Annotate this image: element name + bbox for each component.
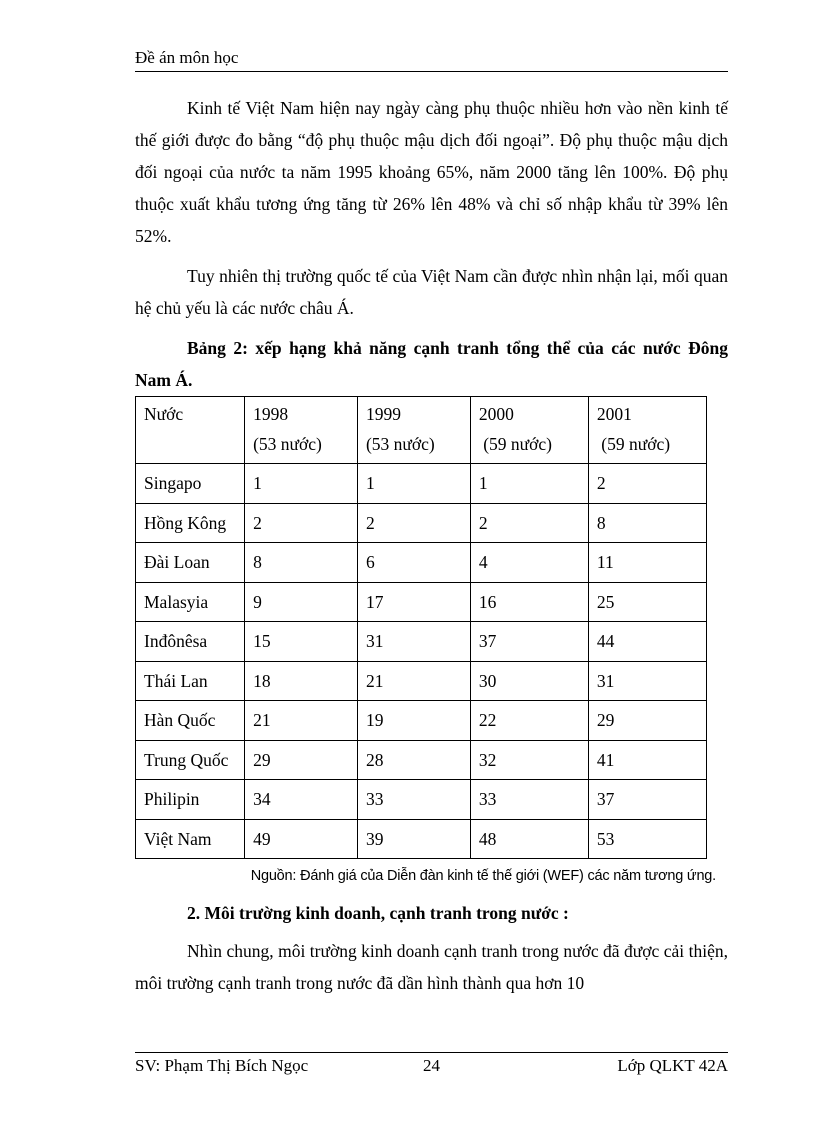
header-cell-2000: 2000 (59 nước) [470, 397, 588, 464]
rank-cell: 8 [588, 503, 706, 543]
paragraph-dependency: Kinh tế Việt Nam hiện nay ngày càng phụ thuộc nhiều hơn vào nền kinh tế thế giới được đo bằng “độ phụ thuộc mậu dịch đối ngoại”. Độ phụ thuộc mậu dịch đối ngoại của nước ta năm 1995 khoảng 65%, năm 2000 tăng lên 100%. Độ phụ thuộc xuất khẩu tương ứng tăng từ 26% lên 48% và chỉ số nhập khẩu từ 39% lên 52%. [135, 98, 728, 246]
rank-cell: 31 [588, 661, 706, 701]
page-footer [135, 1052, 728, 1075]
rank-cell: 18 [245, 661, 358, 701]
table-row [136, 780, 707, 820]
rank-cell: 2 [357, 503, 470, 543]
paragraph-market: Tuy nhiên thị trường quốc tế của Việt Nam cần được nhìn nhận lại, mối quan hệ chủ yếu là các nước châu Á. [135, 266, 728, 318]
header-cell-1999: 1999 (53 nước) [357, 397, 470, 464]
table-row [136, 543, 707, 583]
document-body [135, 92, 728, 1007]
rank-cell: 22 [470, 701, 588, 741]
footer-student: SV: Phạm Thị Bích Ngọc [135, 1056, 309, 1075]
country-cell: Inđônêsa [136, 622, 245, 662]
rank-cell: 2 [588, 464, 706, 504]
footer-page-number: 24 [423, 1056, 440, 1075]
rank-cell: 4 [470, 543, 588, 583]
rank-cell: 37 [470, 622, 588, 662]
rank-cell: 11 [588, 543, 706, 583]
header-cell-1998: 1998 (53 nước) [245, 397, 358, 464]
rank-cell: 29 [588, 701, 706, 741]
rank-cell: 15 [245, 622, 358, 662]
rank-cell: 29 [245, 740, 358, 780]
table-caption: Bảng 2: xếp hạng khả năng cạnh tranh tổng thể của các nước Đông Nam Á. [135, 338, 728, 390]
header-cell-country: Nước [136, 397, 245, 464]
rank-cell: 28 [357, 740, 470, 780]
page-header [135, 48, 728, 72]
table-row [136, 819, 707, 859]
rank-cell: 1 [470, 464, 588, 504]
rank-cell: 39 [357, 819, 470, 859]
table-row [136, 582, 707, 622]
rank-cell: 34 [245, 780, 358, 820]
table-row [136, 740, 707, 780]
rank-cell: 17 [357, 582, 470, 622]
rank-cell: 19 [357, 701, 470, 741]
table-row [136, 661, 707, 701]
footer-class: Lớp QLKT 42A [617, 1056, 728, 1075]
paragraph-environment: Nhìn chung, môi trường kinh doanh cạnh tranh trong nước đã được cải thiện, môi trường cạnh tranh trong nước đã dần hình thành qua hơn 10 [135, 941, 728, 993]
rank-cell: 31 [357, 622, 470, 662]
rank-cell: 41 [588, 740, 706, 780]
rank-cell: 53 [588, 819, 706, 859]
country-cell: Hồng Kông [136, 503, 245, 543]
rank-cell: 2 [470, 503, 588, 543]
rank-cell: 32 [470, 740, 588, 780]
rank-cell: 2 [245, 503, 358, 543]
rank-cell: 1 [357, 464, 470, 504]
section-heading: 2. Môi trường kinh doanh, cạnh tranh trong nước : [187, 903, 569, 923]
rank-cell: 21 [245, 701, 358, 741]
table-row [136, 622, 707, 662]
header-title: Đề án môn học [135, 48, 239, 67]
table-row [136, 701, 707, 741]
country-cell: Singapo [136, 464, 245, 504]
table-row [136, 464, 707, 504]
rank-cell: 30 [470, 661, 588, 701]
rank-cell: 6 [357, 543, 470, 583]
rank-cell: 1 [245, 464, 358, 504]
rank-cell: 9 [245, 582, 358, 622]
rank-cell: 33 [470, 780, 588, 820]
rank-cell: 44 [588, 622, 706, 662]
rank-cell: 48 [470, 819, 588, 859]
ranking-table [135, 396, 707, 859]
table-source-note: Nguồn: Đánh giá của Diễn đàn kinh tế thế giới (WEF) các năm tương ứng. [250, 868, 716, 884]
country-cell: Thái Lan [136, 661, 245, 701]
header-cell-2001: 2001 (59 nước) [588, 397, 706, 464]
country-cell: Trung Quốc [136, 740, 245, 780]
table-header-row [136, 397, 707, 464]
rank-cell: 8 [245, 543, 358, 583]
country-cell: Philipin [136, 780, 245, 820]
table-row [136, 503, 707, 543]
rank-cell: 37 [588, 780, 706, 820]
rank-cell: 25 [588, 582, 706, 622]
country-cell: Đài Loan [136, 543, 245, 583]
rank-cell: 21 [357, 661, 470, 701]
country-cell: Việt Nam [136, 819, 245, 859]
rank-cell: 16 [470, 582, 588, 622]
rank-cell: 33 [357, 780, 470, 820]
country-cell: Malasyia [136, 582, 245, 622]
rank-cell: 49 [245, 819, 358, 859]
country-cell: Hàn Quốc [136, 701, 245, 741]
